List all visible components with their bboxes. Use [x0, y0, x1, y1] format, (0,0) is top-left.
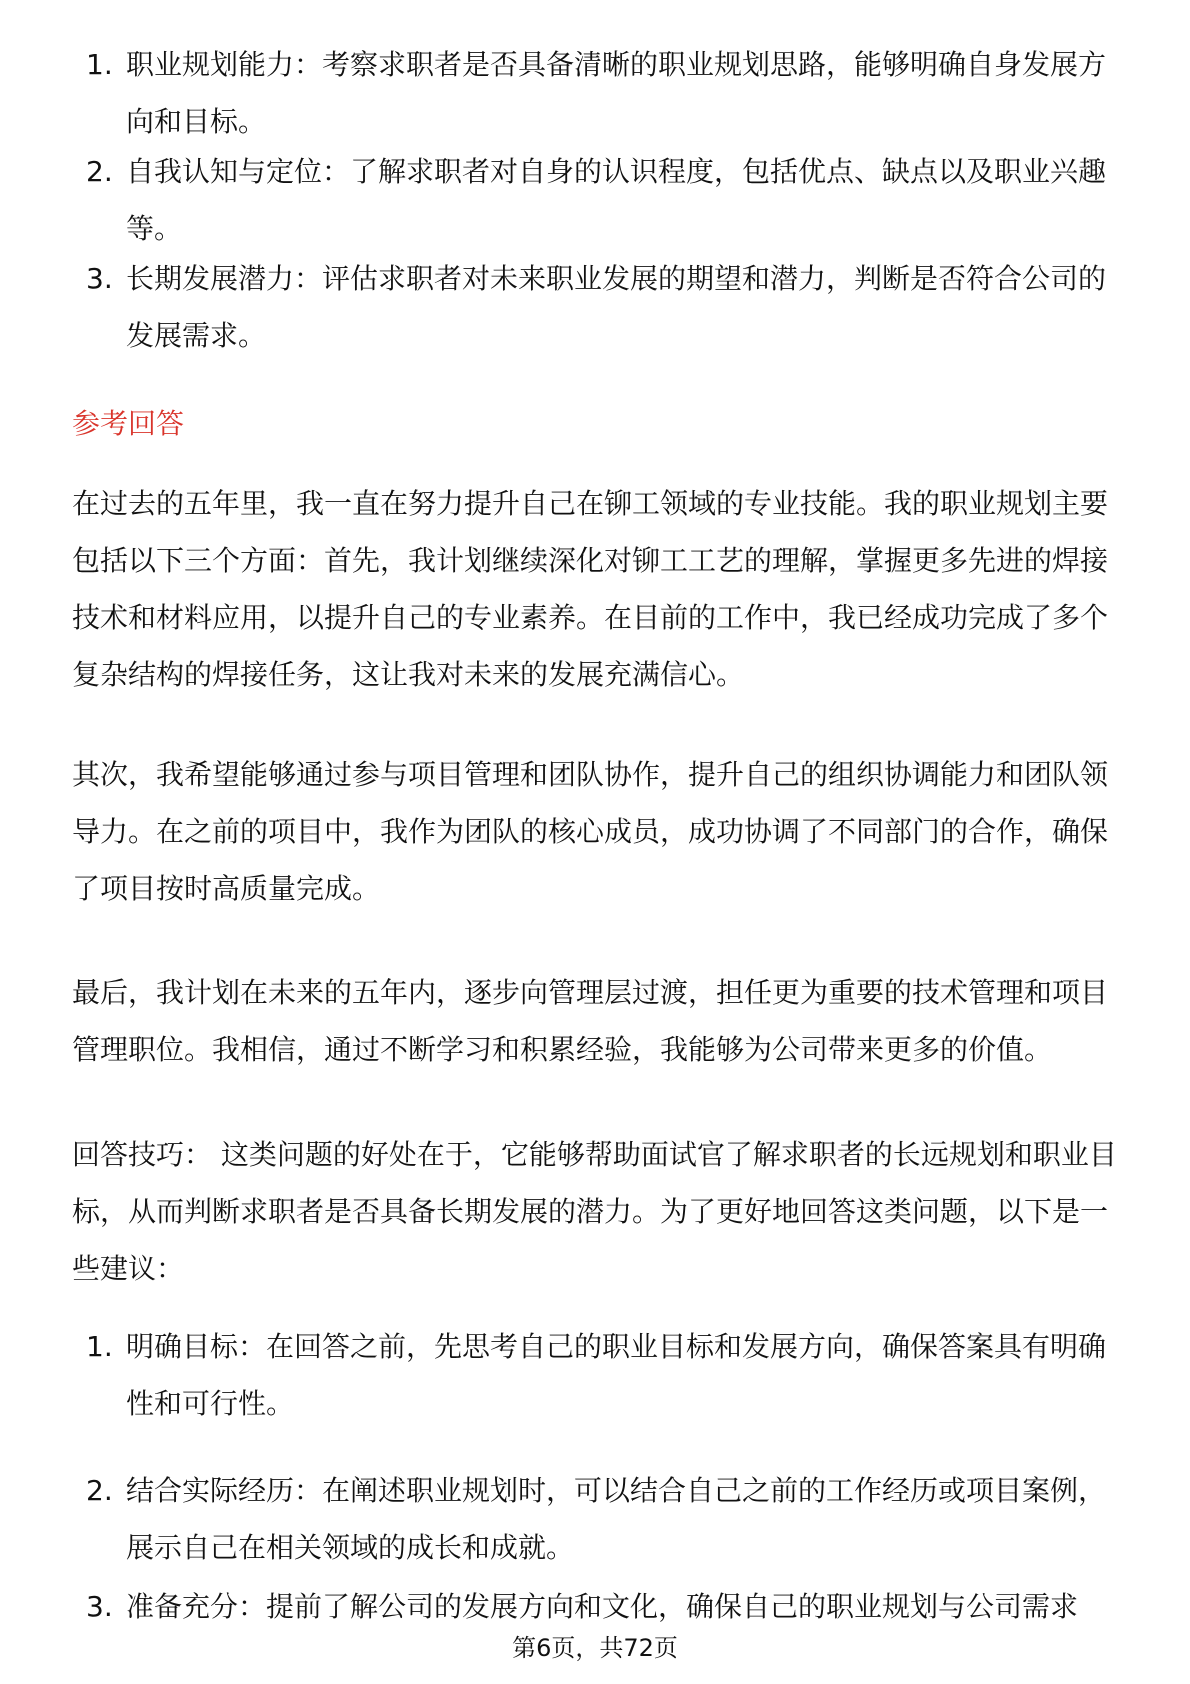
paragraph-1: 在过去的五年里，我一直在努力提升自己在铆工领域的专业技能。我的职业规划主要包括以下三个方面：首先，我计划继续深化对铆工工艺的理解，掌握更多先进的焊接技术和材料应用，以提升自己的专业素养。在目前的工作中，我已经成功完成了多个复杂结构的焊接任务，这让我对未来的发展充满信心。: [72, 487, 1109, 691]
paragraph-tips-intro: 回答技巧： 这类问题的好处在于，它能够帮助面试官了解求职者的长远规划和职业目标，从而判断求职者是否具备长期发展的潜力。为了更好地回答这类问题，以下是一些建议：: [72, 1138, 1117, 1285]
list-item-number: 3.: [86, 262, 113, 295]
list-item: [72, 1318, 1122, 1432]
list-item-text: 准备充分：提前了解公司的发展方向和文化，确保自己的职业规划与公司需求: [126, 1590, 1079, 1623]
list-item-number: 3.: [86, 1590, 113, 1623]
list-item-number: 2.: [86, 155, 113, 188]
section-title: 参考回答: [72, 407, 185, 440]
list-item-text: 明确目标：在回答之前，先思考自己的职业目标和发展方向，确保答案具有明确性和可行性。: [126, 1330, 1107, 1420]
list-item: [72, 1578, 1122, 1635]
list-item: [72, 1462, 1122, 1576]
list-item: [72, 36, 1122, 150]
list-item: [72, 143, 1122, 257]
list-item-text: 长期发展潜力：评估求职者对未来职业发展的期望和潜力，判断是否符合公司的发展需求。: [126, 262, 1107, 352]
list-item-text: 结合实际经历：在阐述职业规划时，可以结合自己之前的工作经历或项目案例，展示自己在相关领域的成长和成就。: [126, 1474, 1107, 1564]
list-item-number: 1.: [86, 48, 113, 81]
paragraph-2: 其次，我希望能够通过参与项目管理和团队协作，提升自己的组织协调能力和团队领导力。在之前的项目中，我作为团队的核心成员，成功协调了不同部门的合作，确保了项目按时高质量完成。: [72, 758, 1109, 905]
list-item-text: 自我认知与定位：了解求职者对自身的认识程度，包括优点、缺点以及职业兴趣等。: [126, 155, 1107, 245]
list-item-number: 2.: [86, 1474, 113, 1507]
list-item-text: 职业规划能力：考察求职者是否具备清晰的职业规划思路，能够明确自身发展方向和目标。: [126, 48, 1107, 138]
list-item-number: 1.: [86, 1330, 113, 1363]
list-item: [72, 250, 1122, 364]
paragraph-3: 最后，我计划在未来的五年内，逐步向管理层过渡，担任更为重要的技术管理和项目管理职位。我相信，通过不断学习和积累经验，我能够为公司带来更多的价值。: [72, 976, 1109, 1066]
page-number-footer: 第6页，共72页: [512, 1634, 678, 1662]
